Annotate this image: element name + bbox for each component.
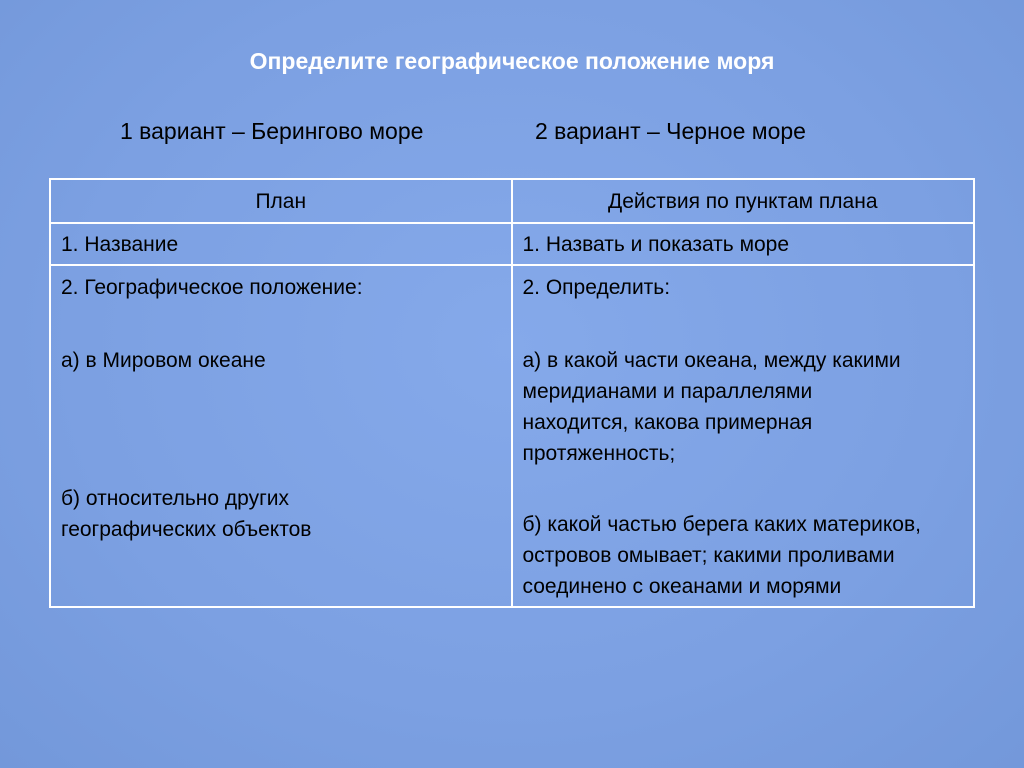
plan-position-b: б) относительно других географических объектов	[61, 487, 312, 541]
plan-table	[49, 178, 975, 608]
table-header-row	[50, 179, 974, 223]
slide-title: Определите географическое положение моря	[249, 48, 775, 74]
spacer	[61, 303, 501, 345]
spacer	[523, 303, 964, 345]
cell-action-name: 1. Назвать и показать море	[512, 223, 975, 265]
cell-plan-name: 1. Название	[50, 223, 512, 265]
cell-action-position	[512, 265, 975, 607]
table-row	[50, 223, 974, 265]
header-plan: План	[50, 179, 512, 223]
variant-1: 1 вариант – Берингово море	[120, 118, 424, 144]
plan-position-heading: 2. Географическое положение:	[61, 276, 363, 299]
action-position-a: а) в какой части океана, между какими меридианами и параллелями находится, какова примерная протяженность;	[522, 349, 901, 465]
action-position-b: б) какой частью берега каких материков, островов омывает; какими проливами соединено с океанами и морями	[522, 513, 921, 598]
variant-2: 2 вариант – Черное море	[535, 118, 806, 144]
table-row	[50, 265, 974, 607]
header-actions: Действия по пунктам плана	[512, 179, 975, 223]
action-position-heading: 2. Определить:	[522, 276, 671, 299]
plan-position-a: а) в Мировом океане	[61, 349, 266, 372]
spacer	[61, 376, 501, 483]
spacer	[523, 469, 964, 509]
cell-plan-position	[50, 265, 512, 607]
